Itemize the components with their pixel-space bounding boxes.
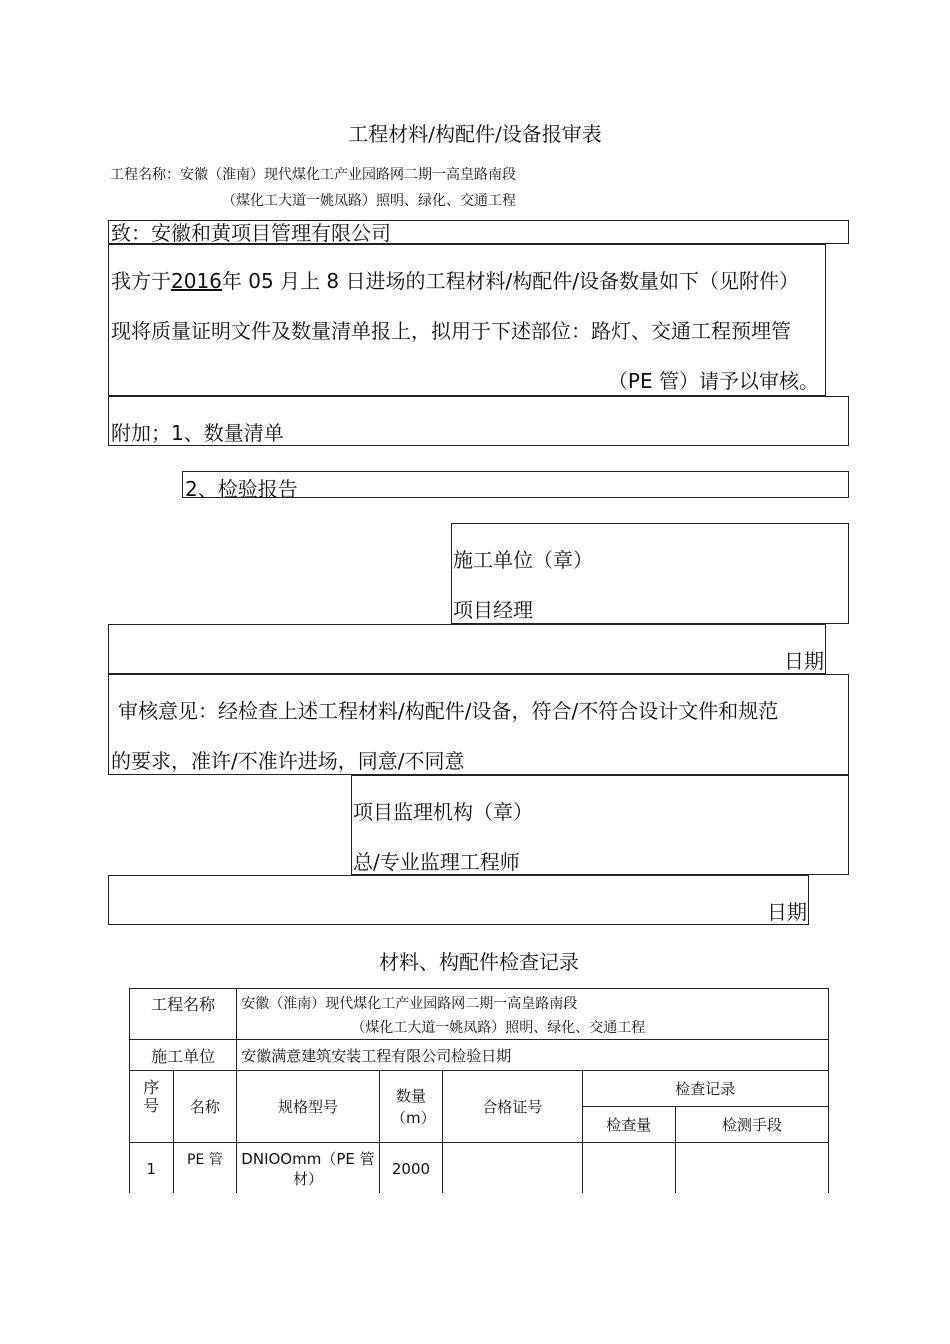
- header-cert: 合格证号: [443, 1071, 582, 1143]
- project-name-value: 安徽（淮南）现代煤化工产业园路网二期一高皇路南段: [180, 167, 516, 183]
- row-check-method: [675, 1143, 828, 1195]
- date-box-1: [108, 624, 826, 674]
- project-name-line1: [110, 164, 516, 184]
- header-spec: 规格型号: [237, 1071, 379, 1143]
- project-name-label: 工程名称：: [110, 167, 180, 183]
- attach-box-2: [182, 471, 849, 501]
- header-seq-text: 序号: [143, 1078, 160, 1115]
- record-project-value: [237, 989, 829, 1040]
- table-cutoff-mask: [120, 1193, 840, 1199]
- header-name: 名称: [173, 1071, 237, 1143]
- record-project-label: 工程名称: [130, 989, 237, 1040]
- body-suffix: 年 05 月上 8 日进场的工程材料/构配件/设备数量如下（见附件）: [221, 269, 799, 293]
- record-project-row: [130, 989, 829, 1040]
- record-title: 材料、构配件检查记录: [379, 950, 579, 974]
- record-project-line2: （煤化工大道一姚凤路）照明、绿化、交通工程: [351, 1020, 646, 1036]
- record-builder-label: 施工单位: [130, 1040, 237, 1071]
- body-prefix: 我方于: [111, 269, 171, 293]
- attach-box-1: [108, 396, 849, 446]
- body-line3: （PE 管）请予以审核。: [607, 369, 819, 393]
- header-check-qty: 检查量: [582, 1107, 675, 1143]
- header-qty: [379, 1071, 443, 1143]
- contractor-box: [451, 523, 849, 624]
- attach-item-2: 2、检验报告: [185, 477, 298, 501]
- header-check-method: 检测手段: [675, 1107, 828, 1143]
- header-check: 检查记录: [582, 1071, 829, 1107]
- page-title: 工程材料/构配件/设备报审表: [348, 122, 602, 146]
- header-seq: [130, 1071, 174, 1143]
- row-qty: 2000: [379, 1143, 443, 1195]
- review-line1: 审核意见：经检查上述工程材料/构配件/设备，符合/不符合设计文件和规范: [118, 699, 779, 723]
- date-label-2: 日期: [767, 900, 807, 924]
- row-name: PE 管: [173, 1143, 237, 1195]
- body-year: 2016: [171, 269, 222, 293]
- supervision-seal: 项目监理机构（章）: [353, 800, 533, 824]
- project-name-line2: （煤化工大道一姚凤路）照明、绿化、交通工程: [222, 193, 516, 209]
- chief-engineer: 总/专业监理工程师: [353, 850, 520, 874]
- body-line2: 现将质量证明文件及数量清单报上，拟用于下述部位：路灯、交通工程预埋管: [111, 319, 791, 343]
- record-header-row-1: [130, 1071, 829, 1107]
- project-manager: 项目经理: [453, 598, 533, 622]
- review-line2: 的要求，准许/不准许进场，同意/不同意: [111, 749, 465, 773]
- supervision-box: [351, 775, 849, 875]
- attach-item-1: 附加；1、数量清单: [111, 421, 284, 445]
- review-box: [108, 674, 849, 775]
- contractor-seal: 施工单位（章）: [453, 548, 593, 572]
- row-seq: 1: [130, 1143, 174, 1195]
- row-spec: DNIOOmm（PE 管材）: [237, 1143, 379, 1195]
- row-check-qty: [582, 1143, 675, 1195]
- table-row: [130, 1143, 829, 1195]
- date-box-2: [108, 875, 809, 925]
- body-box: [108, 244, 826, 396]
- date-label: 日期: [784, 649, 824, 673]
- record-table: [129, 988, 829, 1195]
- record-builder-value: 安徽满意建筑安装工程有限公司检验日期: [237, 1040, 829, 1071]
- record-project-line1: 安徽（淮南）现代煤化工产业园路网二期一高皇路南段: [241, 996, 578, 1012]
- to-line: 致：安徽和黄项目管理有限公司: [111, 221, 391, 245]
- record-builder-row: [130, 1040, 829, 1071]
- to-box: [108, 220, 849, 244]
- row-cert: [443, 1143, 582, 1195]
- body-line1: [111, 265, 799, 294]
- header-qty-text: 数量（m）: [390, 1086, 436, 1127]
